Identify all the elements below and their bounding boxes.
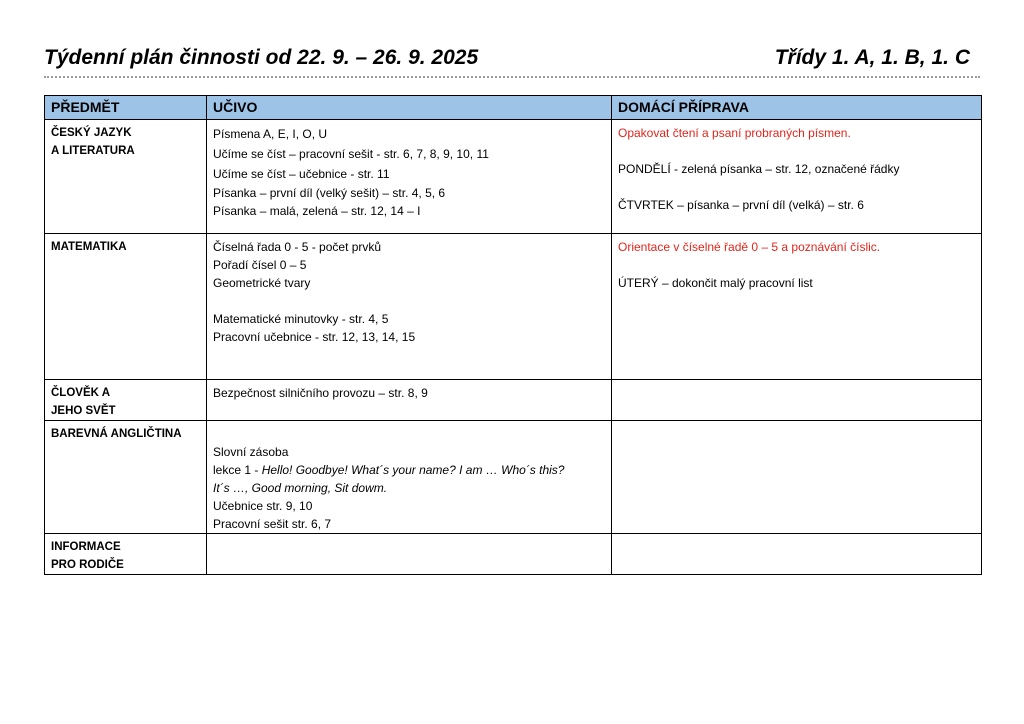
curriculum-line: Písmena A, E, I, O, U: [213, 127, 328, 141]
curriculum-line: Písanka – malá, zelená – str. 12, 14 – I: [213, 204, 421, 218]
table-row-world: [45, 380, 982, 421]
subject-line: BAREVNÁ ANGLIČTINA: [51, 428, 182, 440]
dotted-divider: [44, 76, 980, 78]
homework-line: Opakovat čtení a psaní probraných písmen.: [618, 126, 851, 140]
subject-line: PRO RODIČE: [51, 559, 124, 571]
curriculum-line: Geometrické tvary: [213, 276, 311, 290]
subject-cell: [45, 534, 207, 575]
curriculum-cell: [207, 421, 612, 534]
curriculum-line: Učíme se číst – učebnice - str. 11: [213, 167, 390, 181]
homework-cell: [612, 120, 982, 234]
classes-label: Třídy 1. A, 1. B, 1. C: [774, 46, 970, 69]
curriculum-line: Slovní zásoba: [213, 445, 289, 459]
subject-line: JEHO SVĚT: [51, 405, 116, 417]
table-row-info: [45, 534, 982, 575]
homework-cell: [612, 380, 982, 421]
curriculum-line: Pracovní sešit str. 6, 7: [213, 517, 332, 531]
curriculum-cell: [207, 534, 612, 575]
homework-line: ÚTERÝ – dokončit malý pracovní list: [618, 276, 813, 290]
lesson-phrases: Hello! Goodbye! What´s your name? I am … Who´s this?: [261, 463, 565, 477]
curriculum-cell: [207, 120, 612, 234]
curriculum-cell: [207, 234, 612, 380]
subject-cell: [45, 380, 207, 421]
curriculum-cell: [207, 380, 612, 421]
table-row-math: [45, 234, 982, 380]
curriculum-line: Matematické minutovky - str. 4, 5: [213, 312, 389, 326]
curriculum-line: It´s …, Good morning, Sit dowm.: [213, 481, 388, 495]
curriculum-line: [213, 461, 605, 479]
column-header-curriculum: UČIVO: [207, 96, 612, 120]
homework-line: Orientace v číselné řadě 0 – 5 a poznávání číslic.: [618, 240, 881, 254]
curriculum-line: Písanka – první díl (velký sešit) – str. 4, 5, 6: [213, 186, 446, 200]
homework-cell: [612, 534, 982, 575]
subject-line: ČESKÝ JAZYK: [51, 127, 132, 139]
page-header: [44, 44, 980, 76]
weekly-plan-table: [44, 95, 982, 575]
lesson-label: lekce 1 -: [213, 463, 262, 477]
homework-line: ČTVRTEK – písanka – první díl (velká) – str. 6: [618, 198, 864, 212]
homework-cell: [612, 234, 982, 380]
column-header-homework: DOMÁCÍ PŘÍPRAVA: [612, 96, 982, 120]
curriculum-line: Bezpečnost silničního provozu – str. 8, 9: [213, 386, 428, 400]
subject-cell: [45, 421, 207, 534]
curriculum-line: Učíme se číst – pracovní sešit - str. 6, 7, 8, 9, 10, 11: [213, 147, 489, 161]
table-row-czech: [45, 120, 982, 234]
curriculum-line: Učebnice str. 9, 10: [213, 499, 313, 513]
subject-line: A LITERATURA: [51, 145, 135, 157]
homework-cell: [612, 421, 982, 534]
curriculum-line: Číselná řada 0 - 5 - počet prvků: [213, 240, 382, 254]
subject-line: INFORMACE: [51, 541, 121, 553]
column-header-subject: PŘEDMĚT: [45, 96, 207, 120]
subject-line: MATEMATIKA: [51, 241, 127, 253]
table-header-row: [45, 96, 982, 120]
plan-title: Týdenní plán činnosti od 22. 9. – 26. 9. 2025: [44, 46, 479, 69]
subject-cell: [45, 234, 207, 380]
homework-line: PONDĚLÍ - zelená písanka – str. 12, označené řádky: [618, 162, 900, 176]
subject-line: ČLOVĚK A: [51, 387, 110, 399]
subject-cell: [45, 120, 207, 234]
curriculum-line: Pracovní učebnice - str. 12, 13, 14, 15: [213, 330, 416, 344]
curriculum-line: Pořadí čísel 0 – 5: [213, 258, 307, 272]
table-row-english: [45, 421, 982, 534]
